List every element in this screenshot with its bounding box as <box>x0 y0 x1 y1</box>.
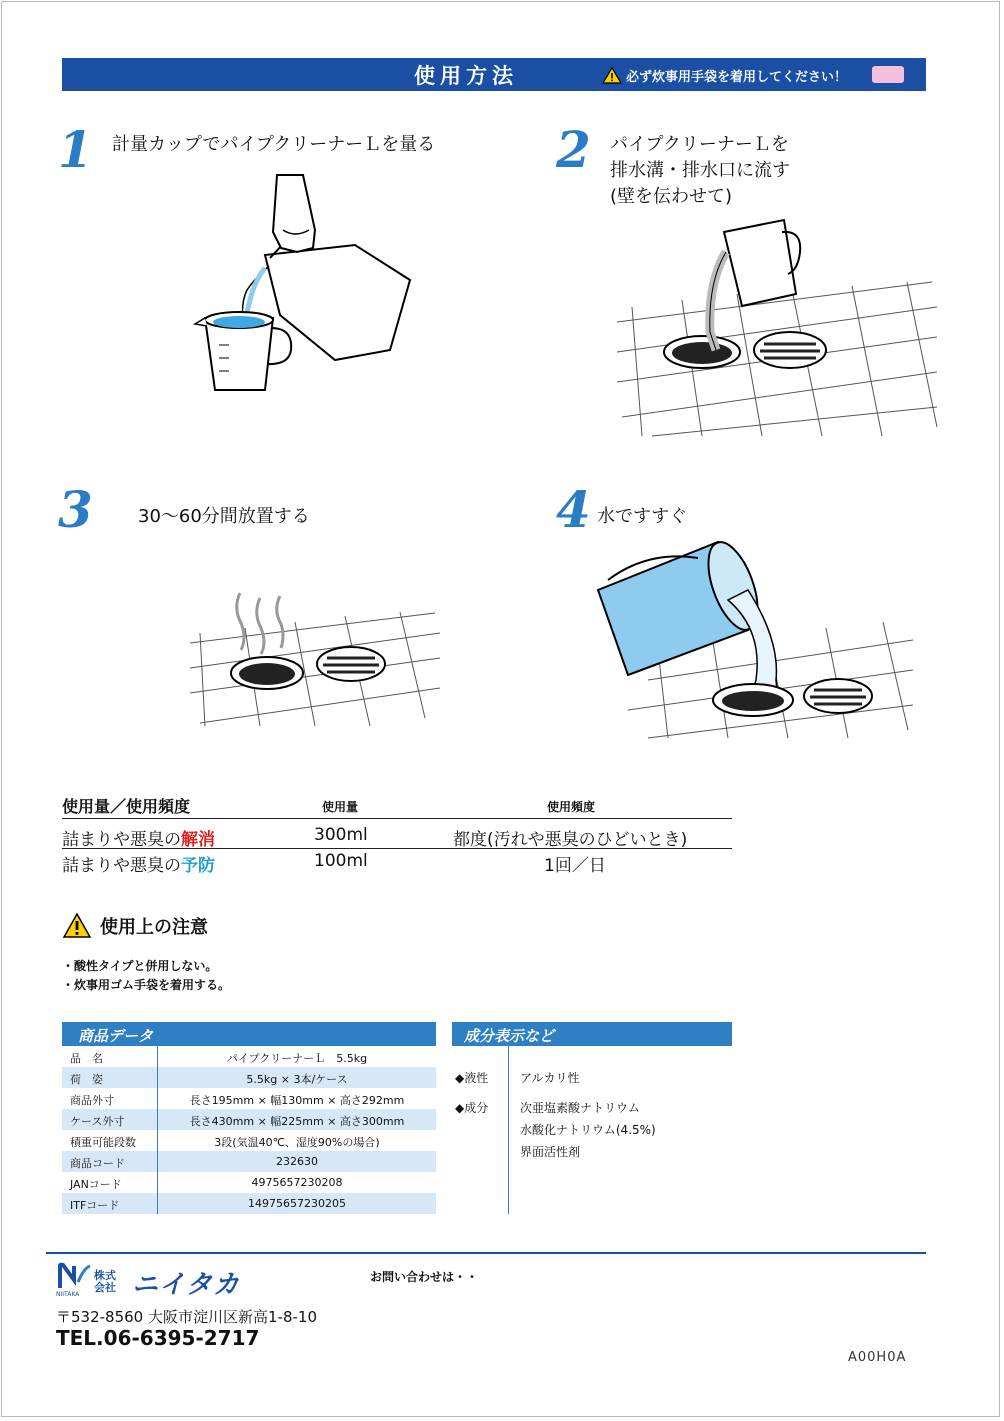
product-row-value: 5.5kg × 3本/ケース <box>246 1073 348 1086</box>
ingredient-3: 界面活性剤 <box>520 1145 581 1159</box>
company-tel: TEL.06-6395-2717 <box>56 1326 260 1350</box>
document-code: A00H0A <box>848 1350 907 1365</box>
product-row-outer-size <box>62 1088 436 1109</box>
product-row-value: 3段(気温40℃、湿度90%の場合) <box>214 1136 380 1149</box>
product-row-label: ケース外寸 <box>70 1115 125 1128</box>
warning-icon <box>62 912 92 939</box>
usage-col-amount: 使用量 <box>322 800 359 814</box>
product-table-divider <box>157 1046 158 1214</box>
ingredients-label: ◆成分 <box>455 1101 489 1115</box>
product-row-label: 商品外寸 <box>70 1094 114 1107</box>
product-row-label: JANコード <box>70 1178 122 1191</box>
step-1-text: 計量カップでパイプクリーナーＬを量る <box>112 134 436 155</box>
caution-heading <box>62 912 208 939</box>
glove-warning <box>602 66 847 85</box>
product-row-name <box>62 1046 436 1067</box>
step-4-number: 4 <box>556 480 591 539</box>
product-row-code <box>62 1151 436 1172</box>
usage-row-1-prefix: 詰まりや悪臭の <box>62 830 181 850</box>
step-3-text: 30〜60分間放置する <box>138 506 310 527</box>
product-data-title: 商品データ <box>78 1027 154 1045</box>
footer-divider <box>46 1252 926 1254</box>
usage-row-1-freq: 都度(汚れや悪臭のひどいとき) <box>453 830 688 850</box>
components-title: 成分表示など <box>464 1027 555 1045</box>
usage-row-1-amount: 300ml <box>314 825 368 845</box>
pink-tag <box>872 66 904 83</box>
liquid-value: アルカリ性 <box>520 1071 580 1085</box>
company-address: 〒532-8560 大阪市淀川区新高1-8-10 <box>56 1308 317 1326</box>
company-type-line-1: 株式 <box>94 1269 116 1282</box>
product-row-case-size <box>62 1109 436 1130</box>
company-type <box>94 1270 116 1294</box>
usage-row-2-amount: 100ml <box>314 851 368 871</box>
usage-divider-2 <box>62 848 732 849</box>
product-row-label: ITFコード <box>70 1199 120 1212</box>
ingredient-1: 次亜塩素酸ナトリウム <box>520 1101 640 1115</box>
step-1-illustration <box>185 170 425 395</box>
product-row-label: 荷 姿 <box>70 1073 103 1086</box>
step-3-number: 3 <box>58 480 93 539</box>
step-3-illustration <box>185 588 445 728</box>
company-logo-icon <box>56 1262 92 1290</box>
company-logo-subtext: NIITAKA <box>56 1291 80 1298</box>
product-row-label: 商品コード <box>70 1157 125 1170</box>
product-row-itf <box>62 1193 436 1214</box>
product-row-package <box>62 1067 436 1088</box>
usage-col-freq: 使用頻度 <box>547 800 596 814</box>
usage-row-2-purpose <box>62 851 215 876</box>
step-2-illustration <box>612 212 942 437</box>
caution-item-1: ・酸性タイプと併用しない。 <box>62 959 218 973</box>
warning-icon <box>602 67 622 84</box>
product-row-value: 4975657230208 <box>251 1176 343 1189</box>
components-divider <box>508 1046 509 1214</box>
product-row-jan <box>62 1172 436 1193</box>
product-row-stack <box>62 1130 436 1151</box>
usage-row-1-emphasis: 解消 <box>181 830 215 850</box>
glove-warning-text: 必ず炊事用手袋を着用してください！ <box>626 70 848 85</box>
usage-title: 使用量／使用頻度 <box>62 797 191 816</box>
product-data-bar <box>62 1022 436 1046</box>
step-2-line-1: パイプクリーナーＬを <box>610 134 789 155</box>
usage-row-1-purpose <box>62 825 215 850</box>
product-row-value: 長さ430mm × 幅225mm × 高さ300mm <box>189 1115 405 1128</box>
contact-label: お問い合わせは・・ <box>370 1270 479 1284</box>
ingredient-2: 水酸化ナトリウム(4.5%) <box>520 1123 656 1137</box>
usage-row-2-prefix: 詰まりや悪臭の <box>62 856 181 876</box>
company-name: ニイタカ <box>132 1270 241 1300</box>
step-1-number: 1 <box>58 120 93 179</box>
liquid-label: ◆液性 <box>455 1071 489 1085</box>
step-4-illustration <box>588 530 918 740</box>
usage-row-2-emphasis: 予防 <box>181 856 215 876</box>
product-row-label: 積重可能段数 <box>70 1136 136 1149</box>
step-2-line-2: 排水溝・排水口に流す <box>610 160 790 181</box>
step-2-number: 2 <box>556 120 591 179</box>
product-row-value: 長さ195mm × 幅130mm × 高さ292mm <box>189 1094 405 1107</box>
step-2-line-3: (壁を伝わせて) <box>610 186 733 207</box>
usage-divider-1 <box>62 818 732 819</box>
caution-item-2: ・炊事用ゴム手袋を着用する。 <box>62 978 231 992</box>
page-title: 使用方法 <box>414 64 518 88</box>
company-type-line-2: 会社 <box>94 1281 116 1294</box>
product-row-label: 品 名 <box>70 1052 103 1065</box>
usage-row-2-freq: 1回／日 <box>544 856 606 876</box>
step-4-text: 水ですすぐ <box>597 506 688 527</box>
product-row-value: 14975657230205 <box>248 1197 346 1210</box>
components-bar <box>452 1022 732 1046</box>
product-row-value: 232630 <box>276 1155 318 1168</box>
caution-title: 使用上の注意 <box>100 916 208 938</box>
product-row-value: パイプクリーナーＬ 5.5kg <box>226 1052 368 1065</box>
